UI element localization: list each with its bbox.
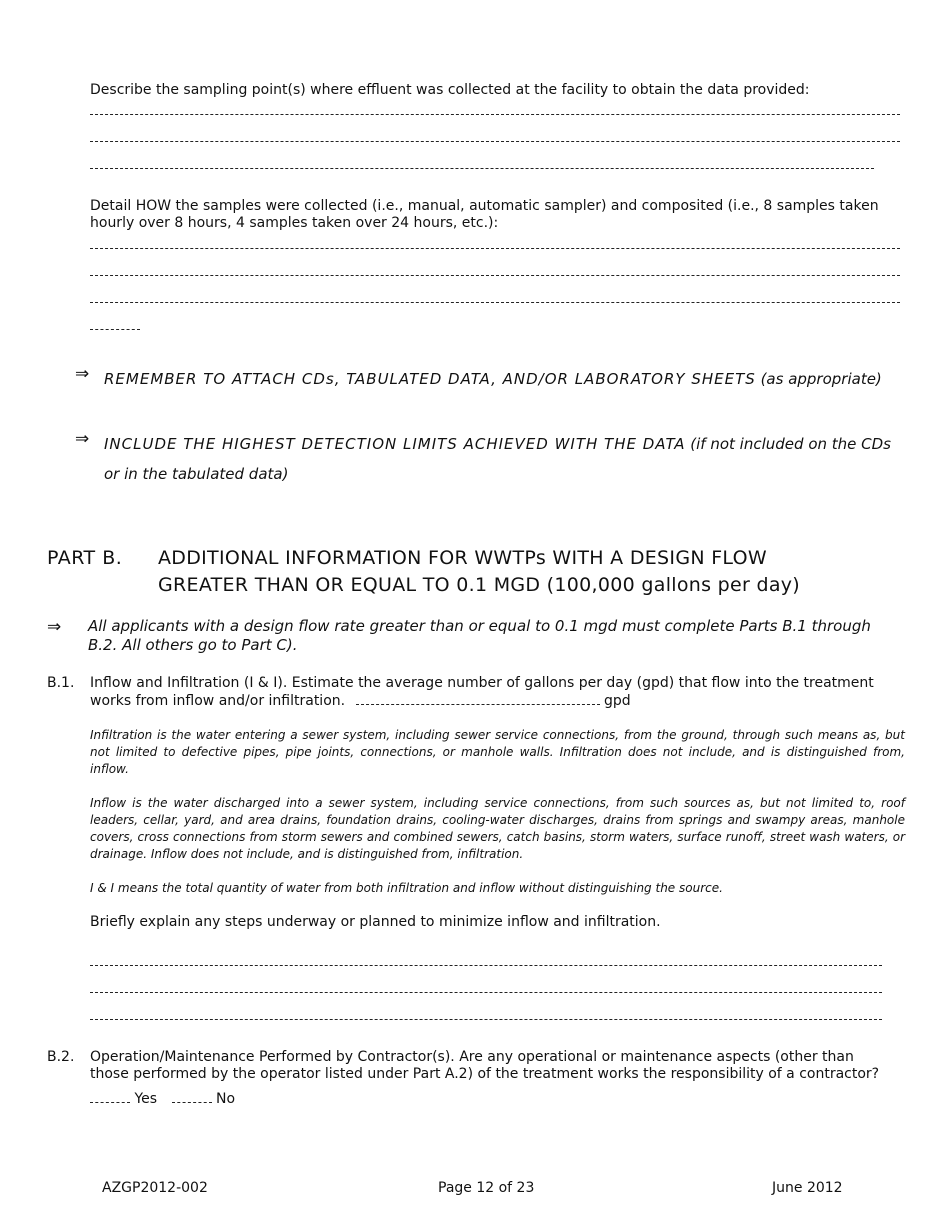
detection-limits-text: INCLUDE THE HIGHEST DETECTION LIMITS ACHIEVED WITH THE DATA bbox=[104, 435, 686, 453]
inflow-steps-answer-line-3[interactable] bbox=[90, 1019, 882, 1020]
collection-method-prompt: Detail HOW the samples were collected (i.e., manual, automatic sampler) and composited (i.e., 8 samples taken hourly over 8 hours, 4 samples taken over 24 hours, etc.): bbox=[90, 198, 879, 231]
part-b-title-line-2: GREATER THAN OR EQUAL TO 0.1 MGD (100,000 gallons per day) bbox=[158, 574, 801, 596]
b2-no-blank[interactable] bbox=[172, 1090, 212, 1103]
b1-unit: gpd bbox=[604, 693, 631, 709]
b2-number: B.2. bbox=[47, 1049, 75, 1065]
collection-method-answer-line-1[interactable] bbox=[90, 248, 900, 249]
right-arrow-icon: ⇒ bbox=[75, 429, 90, 449]
b1-number: B.1. bbox=[47, 675, 75, 691]
inflow-definition: Inflow is the water discharged into a sewer system, including service connections, from such sources as, but not limited to, roof leaders, cellar, yard, and area drains, foundation drains, cooling-water discharges, drains from springs and swampy areas, manhole covers, cross connections from storm sewers and combined sewers, catch basins, storm waters, surface runoff, street wash waters, or drainage. Inflow does not include, and is distinguished from, infiltration. bbox=[90, 796, 905, 861]
inflow-steps-answer-line-2[interactable] bbox=[90, 992, 882, 993]
collection-method-answer-line-3[interactable] bbox=[90, 302, 900, 303]
footer-form-id: AZGP2012-002 bbox=[102, 1180, 208, 1196]
b2-yes-label: Yes bbox=[134, 1091, 158, 1107]
sampling-point-answer-line-1[interactable] bbox=[90, 114, 900, 115]
infiltration-definition: Infiltration is the water entering a sewer system, including sewer service connections, from the ground, through such means as, but not limited to defective pipes, pipe joints, connections, or manhole walls. Infiltration does not include, and is distinguished from, inflow. bbox=[90, 728, 905, 776]
right-arrow-icon: ⇒ bbox=[75, 364, 90, 384]
collection-method-answer-line-4[interactable] bbox=[90, 329, 140, 330]
b2-yes-blank[interactable] bbox=[90, 1090, 130, 1103]
part-b-title bbox=[158, 545, 918, 599]
b2-no-label: No bbox=[215, 1091, 236, 1107]
part-b-label: PART B. bbox=[47, 547, 123, 569]
right-arrow-icon: ⇒ bbox=[47, 617, 62, 637]
detection-limits-reminder bbox=[104, 429, 894, 489]
footer-date: June 2012 bbox=[772, 1180, 843, 1196]
collection-method-answer-line-2[interactable] bbox=[90, 275, 900, 276]
b1-question bbox=[90, 675, 880, 710]
sampling-point-answer-line-3[interactable] bbox=[90, 168, 874, 169]
b1-question-text: Inflow and Infiltration (I & I). Estimate the average number of gallons per day (gpd) that flow into the treatment works from inflow and/or infiltration. bbox=[90, 675, 874, 709]
sampling-point-answer-line-2[interactable] bbox=[90, 141, 900, 142]
sampling-point-prompt: Describe the sampling point(s) where effluent was collected at the facility to obtain the data provided: bbox=[90, 82, 810, 98]
i-and-i-definition: I & I means the total quantity of water from both infiltration and inflow without distinguishing the source. bbox=[90, 881, 723, 895]
attach-reminder bbox=[104, 364, 894, 394]
part-b-title-line-1: ADDITIONAL INFORMATION FOR WWTPs WITH A DESIGN FLOW bbox=[158, 547, 767, 569]
inflow-steps-answer-line-1[interactable] bbox=[90, 965, 882, 966]
b1-gpd-input[interactable] bbox=[356, 692, 600, 705]
detection-limits-suffix: (if not included on the CDs or in the tabulated data) bbox=[104, 435, 891, 483]
part-b-applicants-note: All applicants with a design flow rate greater than or equal to 0.1 mgd must complete Parts B.1 through B.2. All others go to Part C). bbox=[88, 617, 871, 654]
attach-reminder-suffix: (as appropriate) bbox=[760, 370, 882, 388]
attach-reminder-text: REMEMBER TO ATTACH CDs, TABULATED DATA, AND/OR LABORATORY SHEETS bbox=[104, 370, 756, 388]
b2-question: Operation/Maintenance Performed by Contractor(s). Are any operational or maintenance aspects (other than those performed by the operator listed under Part A.2) of the treatment works the responsibility of a contractor? bbox=[90, 1049, 880, 1082]
b2-answer-options bbox=[90, 1090, 235, 1108]
footer-page-number: Page 12 of 23 bbox=[438, 1180, 535, 1196]
inflow-steps-prompt: Briefly explain any steps underway or planned to minimize inflow and infiltration. bbox=[90, 914, 661, 930]
